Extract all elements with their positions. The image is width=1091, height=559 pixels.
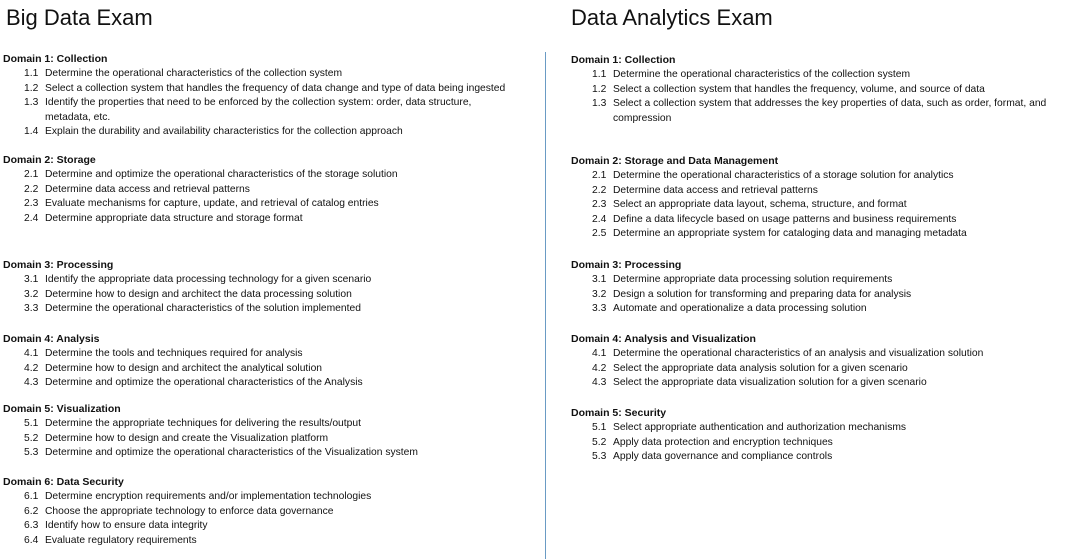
domain-section xyxy=(3,475,538,548)
item-number: 4.1 xyxy=(24,348,39,359)
list-item xyxy=(3,446,538,461)
item-number: 1.4 xyxy=(24,126,39,138)
item-number: 3.2 xyxy=(24,288,39,300)
item-number: 5.3 xyxy=(24,447,39,459)
list-item xyxy=(3,505,538,520)
list-item xyxy=(3,273,538,288)
domain-title: Domain 5: Security xyxy=(571,407,667,419)
item-text: Select the appropriate data visualization solution for a given scenario xyxy=(613,377,927,389)
list-item xyxy=(571,213,1089,228)
item-number: 4.3 xyxy=(592,377,607,389)
domain-section xyxy=(571,332,1089,391)
item-number: 1.2 xyxy=(24,82,39,94)
item-text: Determine and optimize the operational characteristics of the storage solution xyxy=(45,169,398,180)
list-item xyxy=(3,82,538,97)
item-number: 3.1 xyxy=(24,274,39,285)
item-number: 2.2 xyxy=(24,183,39,195)
item-number: 6.3 xyxy=(24,520,39,532)
item-number: 3.3 xyxy=(24,303,39,315)
list-item xyxy=(3,288,538,303)
list-item xyxy=(571,169,1089,184)
item-number: 1.1 xyxy=(24,68,39,79)
exam-title: Big Data Exam xyxy=(6,5,153,30)
item-text: Explain the durability and availability characteristics for the collection approach xyxy=(45,126,403,138)
item-number: 4.2 xyxy=(592,362,607,374)
item-text: Determine the operational characteristics of the solution implemented xyxy=(45,303,361,315)
domain-title: Domain 2: Storage xyxy=(3,154,96,166)
item-text: Automate and operationalize a data processing solution xyxy=(613,303,867,315)
item-text: Evaluate mechanisms for capture, update, and retrieval of catalog entries xyxy=(45,198,379,210)
item-number: 2.1 xyxy=(24,169,39,180)
item-text: Determine appropriate data structure and storage format xyxy=(45,212,303,224)
item-number: 2.4 xyxy=(592,213,607,225)
list-item xyxy=(3,362,538,377)
item-text: Apply data governance and compliance controls xyxy=(613,451,833,463)
item-text: Determine and optimize the operational characteristics of the Analysis xyxy=(45,377,363,389)
list-item xyxy=(571,421,1089,436)
item-text: Determine data access and retrieval patterns xyxy=(45,183,250,195)
item-text: Determine the tools and techniques required for analysis xyxy=(45,348,303,359)
item-number: 5.1 xyxy=(24,418,39,429)
list-item xyxy=(571,376,1089,391)
item-text: Identify how to ensure data integrity xyxy=(45,520,208,532)
domain-title: Domain 2: Storage and Data Management xyxy=(571,155,779,167)
domain-section xyxy=(3,332,538,391)
item-number: 1.2 xyxy=(592,83,607,95)
domain-section xyxy=(571,154,1089,242)
item-text: Select appropriate authentication and authorization mechanisms xyxy=(613,422,907,433)
item-text: Identify the properties that need to be enforced by the collection system: order, data structure, metadata, etc. xyxy=(45,97,472,123)
list-item xyxy=(571,227,1089,242)
list-item xyxy=(3,212,538,227)
item-text: Determine how to design and architect the analytical solution xyxy=(45,362,323,374)
domain-section xyxy=(3,258,538,317)
list-item xyxy=(571,273,1089,288)
list-item xyxy=(571,198,1089,213)
list-item xyxy=(3,376,538,391)
list-item xyxy=(571,68,1089,83)
list-item xyxy=(3,183,538,198)
item-number: 6.4 xyxy=(24,534,39,546)
item-text: Determine and optimize the operational characteristics of the Visualization system xyxy=(45,447,418,459)
item-number: 2.3 xyxy=(592,199,607,211)
item-text: Choose the appropriate technology to enforce data governance xyxy=(45,505,334,517)
item-text: Select a collection system that handles the frequency, volume, and source of data xyxy=(613,83,985,95)
item-number: 2.5 xyxy=(592,228,607,240)
domain-title: Domain 4: Analysis xyxy=(3,333,100,345)
list-item xyxy=(3,519,538,534)
list-item xyxy=(3,347,538,362)
list-item xyxy=(571,450,1089,465)
item-number: 1.1 xyxy=(592,69,607,80)
domain-title: Domain 6: Data Security xyxy=(3,476,124,488)
item-number: 5.1 xyxy=(592,422,607,433)
list-item xyxy=(571,83,1089,98)
item-number: 1.3 xyxy=(24,97,39,109)
domain-title: Domain 1: Collection xyxy=(3,53,108,65)
domain-title: Domain 4: Analysis and Visualization xyxy=(571,333,756,345)
item-number: 5.2 xyxy=(24,432,39,444)
list-item xyxy=(571,302,1089,317)
item-number: 2.2 xyxy=(592,184,607,196)
item-number: 2.1 xyxy=(592,170,607,181)
list-item xyxy=(3,432,538,447)
item-text: Apply data protection and encryption techniques xyxy=(613,436,833,448)
item-text: Select an appropriate data layout, schema, structure, and format xyxy=(613,199,907,211)
item-number: 6.1 xyxy=(24,491,39,502)
item-text: Select a collection system that addresses the key properties of data, such as order, format, and compression xyxy=(613,98,1047,124)
list-item xyxy=(3,490,538,505)
column-divider xyxy=(545,52,546,559)
item-number: 5.3 xyxy=(592,451,607,463)
item-number: 2.3 xyxy=(24,198,39,210)
list-item xyxy=(3,96,520,125)
item-text: Determine the operational characteristics of the collection system xyxy=(613,69,911,80)
item-number: 3.1 xyxy=(592,274,607,285)
domain-section xyxy=(571,53,1089,126)
item-text: Determine the appropriate techniques for delivering the results/output xyxy=(45,418,361,429)
item-number: 5.2 xyxy=(592,436,607,448)
list-item xyxy=(3,125,538,140)
list-item xyxy=(3,67,538,82)
item-text: Evaluate regulatory requirements xyxy=(45,534,197,546)
list-item xyxy=(571,288,1089,303)
domain-section xyxy=(3,153,538,226)
domain-title: Domain 5: Visualization xyxy=(3,403,121,415)
item-number: 4.3 xyxy=(24,377,39,389)
item-text: Determine the operational characteristics of the collection system xyxy=(45,68,343,79)
item-number: 4.2 xyxy=(24,362,39,374)
list-item xyxy=(3,417,538,432)
item-text: Determine how to design and create the Visualization platform xyxy=(45,432,329,444)
item-text: Determine the operational characteristics of a storage solution for analytics xyxy=(613,170,954,181)
item-text: Determine data access and retrieval patterns xyxy=(613,184,818,196)
domain-title: Domain 3: Processing xyxy=(3,259,114,271)
item-text: Select a collection system that handles the frequency of data change and type of data being ingested xyxy=(45,82,506,94)
item-text: Determine encryption requirements and/or implementation technologies xyxy=(45,491,372,502)
list-item xyxy=(3,197,538,212)
domain-section xyxy=(3,52,538,140)
item-number: 4.1 xyxy=(592,348,607,359)
list-item xyxy=(3,168,538,183)
list-item xyxy=(3,302,538,317)
item-number: 6.2 xyxy=(24,505,39,517)
list-item xyxy=(571,362,1089,377)
list-item xyxy=(571,347,1089,362)
item-number: 1.3 xyxy=(592,98,607,110)
domain-title: Domain 3: Processing xyxy=(571,259,682,271)
item-number: 3.3 xyxy=(592,303,607,315)
item-text: Determine the operational characteristics of an analysis and visualization solution xyxy=(613,348,984,359)
item-number: 3.2 xyxy=(592,288,607,300)
item-text: Determine appropriate data processing solution requirements xyxy=(613,274,893,285)
item-text: Determine how to design and architect the data processing solution xyxy=(45,288,352,300)
item-text: Select the appropriate data analysis solution for a given scenario xyxy=(613,362,908,374)
item-text: Identify the appropriate data processing technology for a given scenario xyxy=(45,274,372,285)
domain-title: Domain 1: Collection xyxy=(571,54,676,66)
exam-title: Data Analytics Exam xyxy=(571,5,773,30)
list-item xyxy=(3,534,538,549)
item-text: Design a solution for transforming and preparing data for analysis xyxy=(613,288,912,300)
item-text: Determine an appropriate system for cataloging data and managing metadata xyxy=(613,228,967,240)
list-item xyxy=(571,436,1089,451)
item-text: Define a data lifecycle based on usage patterns and business requirements xyxy=(613,213,957,225)
list-item xyxy=(571,184,1089,199)
domain-section xyxy=(3,402,538,461)
item-number: 2.4 xyxy=(24,212,39,224)
list-item xyxy=(571,97,1089,126)
domain-section xyxy=(571,406,1089,465)
domain-section xyxy=(571,258,1089,317)
